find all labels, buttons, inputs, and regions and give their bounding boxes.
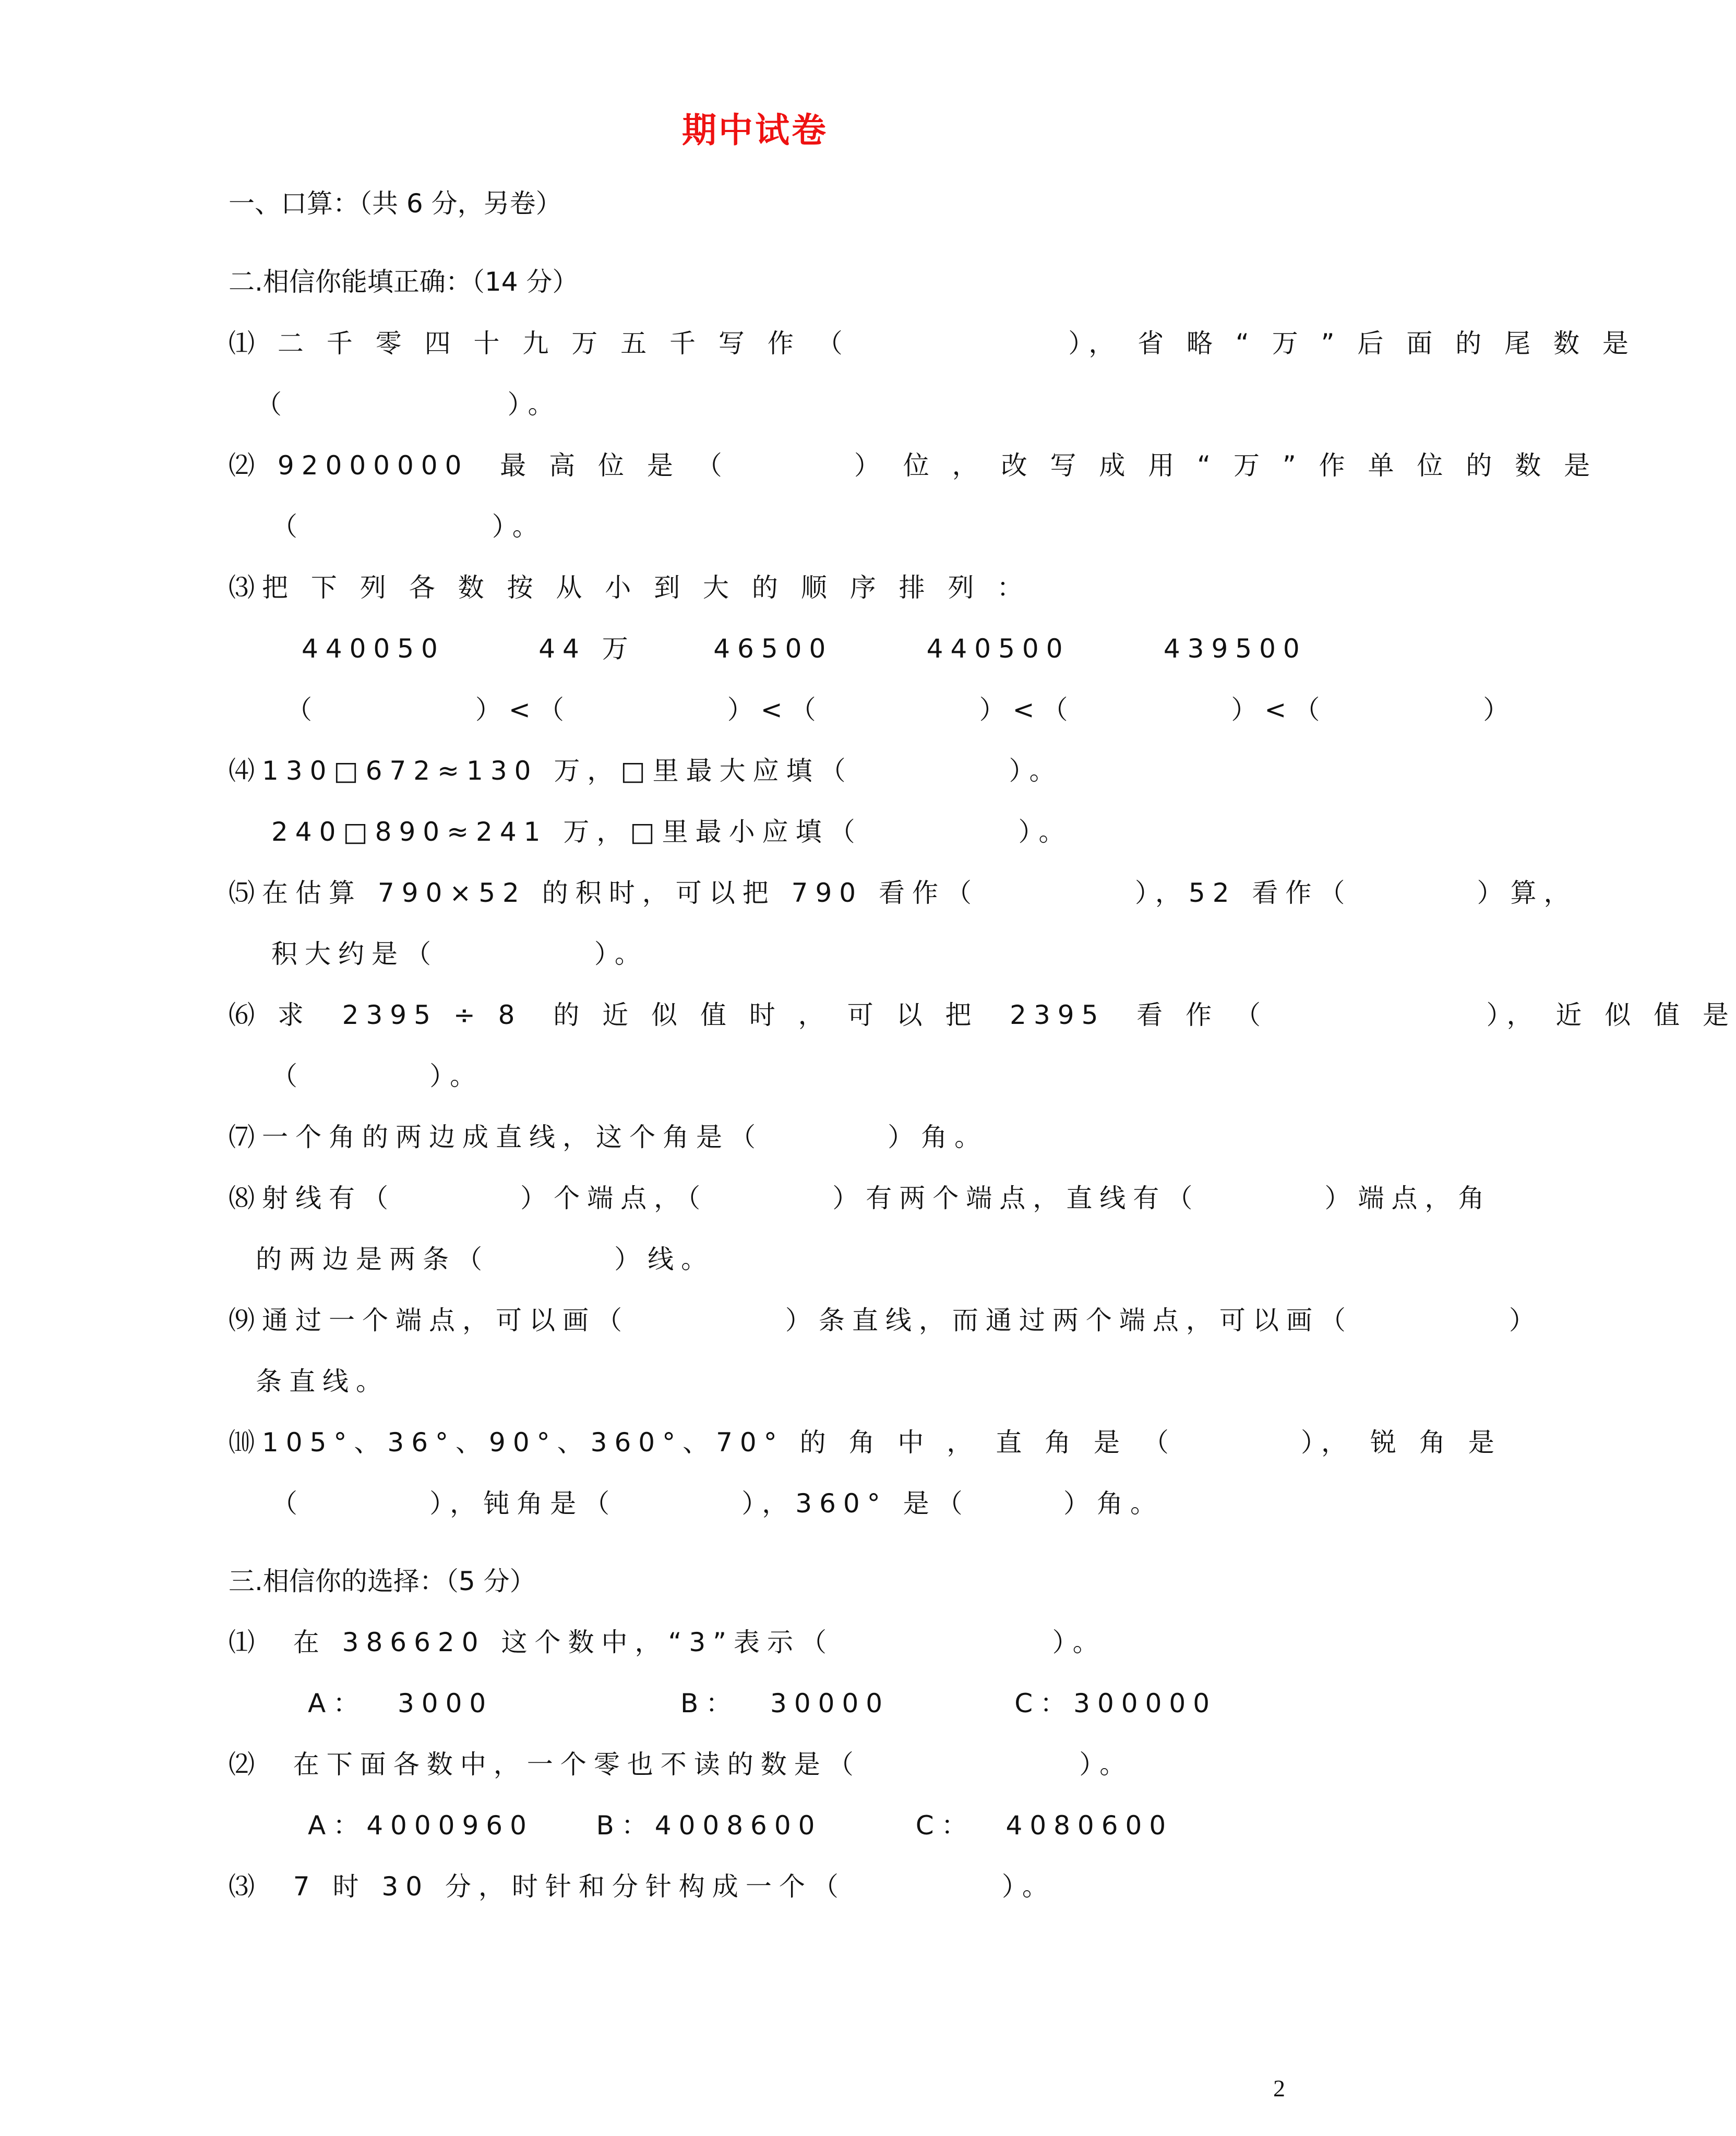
s2-q3-numbers: 440050 44 万 46500 440500 439500 [302,634,1307,664]
s3-q1-line1: ⑴ 在 386620 这个数中，“3”表示（ ）。 [229,1627,1106,1657]
s2-q6-line2: （ ）。 [271,1061,484,1091]
s2-q8-line2: 的两边是两条（ ）线。 [256,1244,715,1274]
s2-q3-line1: ⑶把 下 列 各 数 按 从 小 到 大 的 顺 序 排 列 ： [229,572,1031,603]
s2-q1-line1: ⑴ 二 千 零 四 十 九 万 五 千 写 作 （ ）， 省 略 “ 万 ” 后 面 的 尾 数 是 [229,328,1636,359]
s2-q1-line2: （ ）。 [256,389,561,420]
s2-q5-line2: 积大约是（ ）。 [271,939,648,969]
s2-q6-line1: ⑹ 求 2395 ÷ 8 的 近 似 值 时 ， 可 以 把 2395 看 作 （ ）， 近 似 值 是 [229,1000,1736,1030]
s2-q4-line1: ⑷130□672≈130 万，□里最大应填（ ）。 [229,756,1063,786]
s3-q2-line1: ⑵ 在下面各数中，一个零也不读的数是（ ）。 [229,1749,1133,1780]
s3-q3-line1: ⑶ 7 时 30 分，时针和分针构成一个（ ）。 [229,1871,1056,1902]
s3-q2-options: A：4000960 B：4008600 C： 4080600 [308,1810,1174,1841]
section1-heading: 一、口算：（共 6 分，另卷） [229,188,562,219]
s3-q1-options: A： 3000 B： 30000 C：300000 [308,1688,1217,1719]
s2-q2-line2: （ ）。 [271,511,546,542]
s2-q10-line2: （ ），钝角是（ ），360° 是（ ）角。 [271,1488,1164,1519]
s2-q9-line1: ⑼通过一个端点，可以画（ ）条直线，而通过两个端点，可以画（ ） [229,1305,1542,1335]
s2-q2-line1: ⑵ 92000000 最 高 位 是 （ ） 位 ， 改 写 成 用 “ 万 ” 作 单 位 的 数 是 [229,450,1598,481]
s2-q8-line1: ⑻射线有（ ）个端点，（ ）有两个端点，直线有（ ）端点，角 [229,1183,1492,1213]
s2-q5-line1: ⑸在估算 790×52 的积时，可以把 790 看作（ ），52 看作（ ）算， [229,878,1577,908]
section2-heading: 二.相信你能填正确：（14 分） [229,267,579,297]
section3-heading: 三.相信你的选择：（5 分） [229,1566,536,1596]
s2-q4-line2: 240□890≈241 万，□里最小应填（ ）。 [271,817,1072,847]
page-title: 期中试卷 [682,110,828,150]
s2-q7-line1: ⑺一个角的两边成直线，这个角是（ ）角。 [229,1122,988,1152]
s2-q10-line1: ⑽105°、36°、90°、360°、70° 的 角 中 ， 直 角 是 （ ）， 锐 角 是 [229,1427,1502,1458]
page-number: 2 [1273,2075,1285,2102]
s2-q9-line2: 条直线。 [256,1366,389,1397]
s2-q3-blanks: （ ）<（ ）<（ ）<（ ）<（ ） [286,695,1517,725]
